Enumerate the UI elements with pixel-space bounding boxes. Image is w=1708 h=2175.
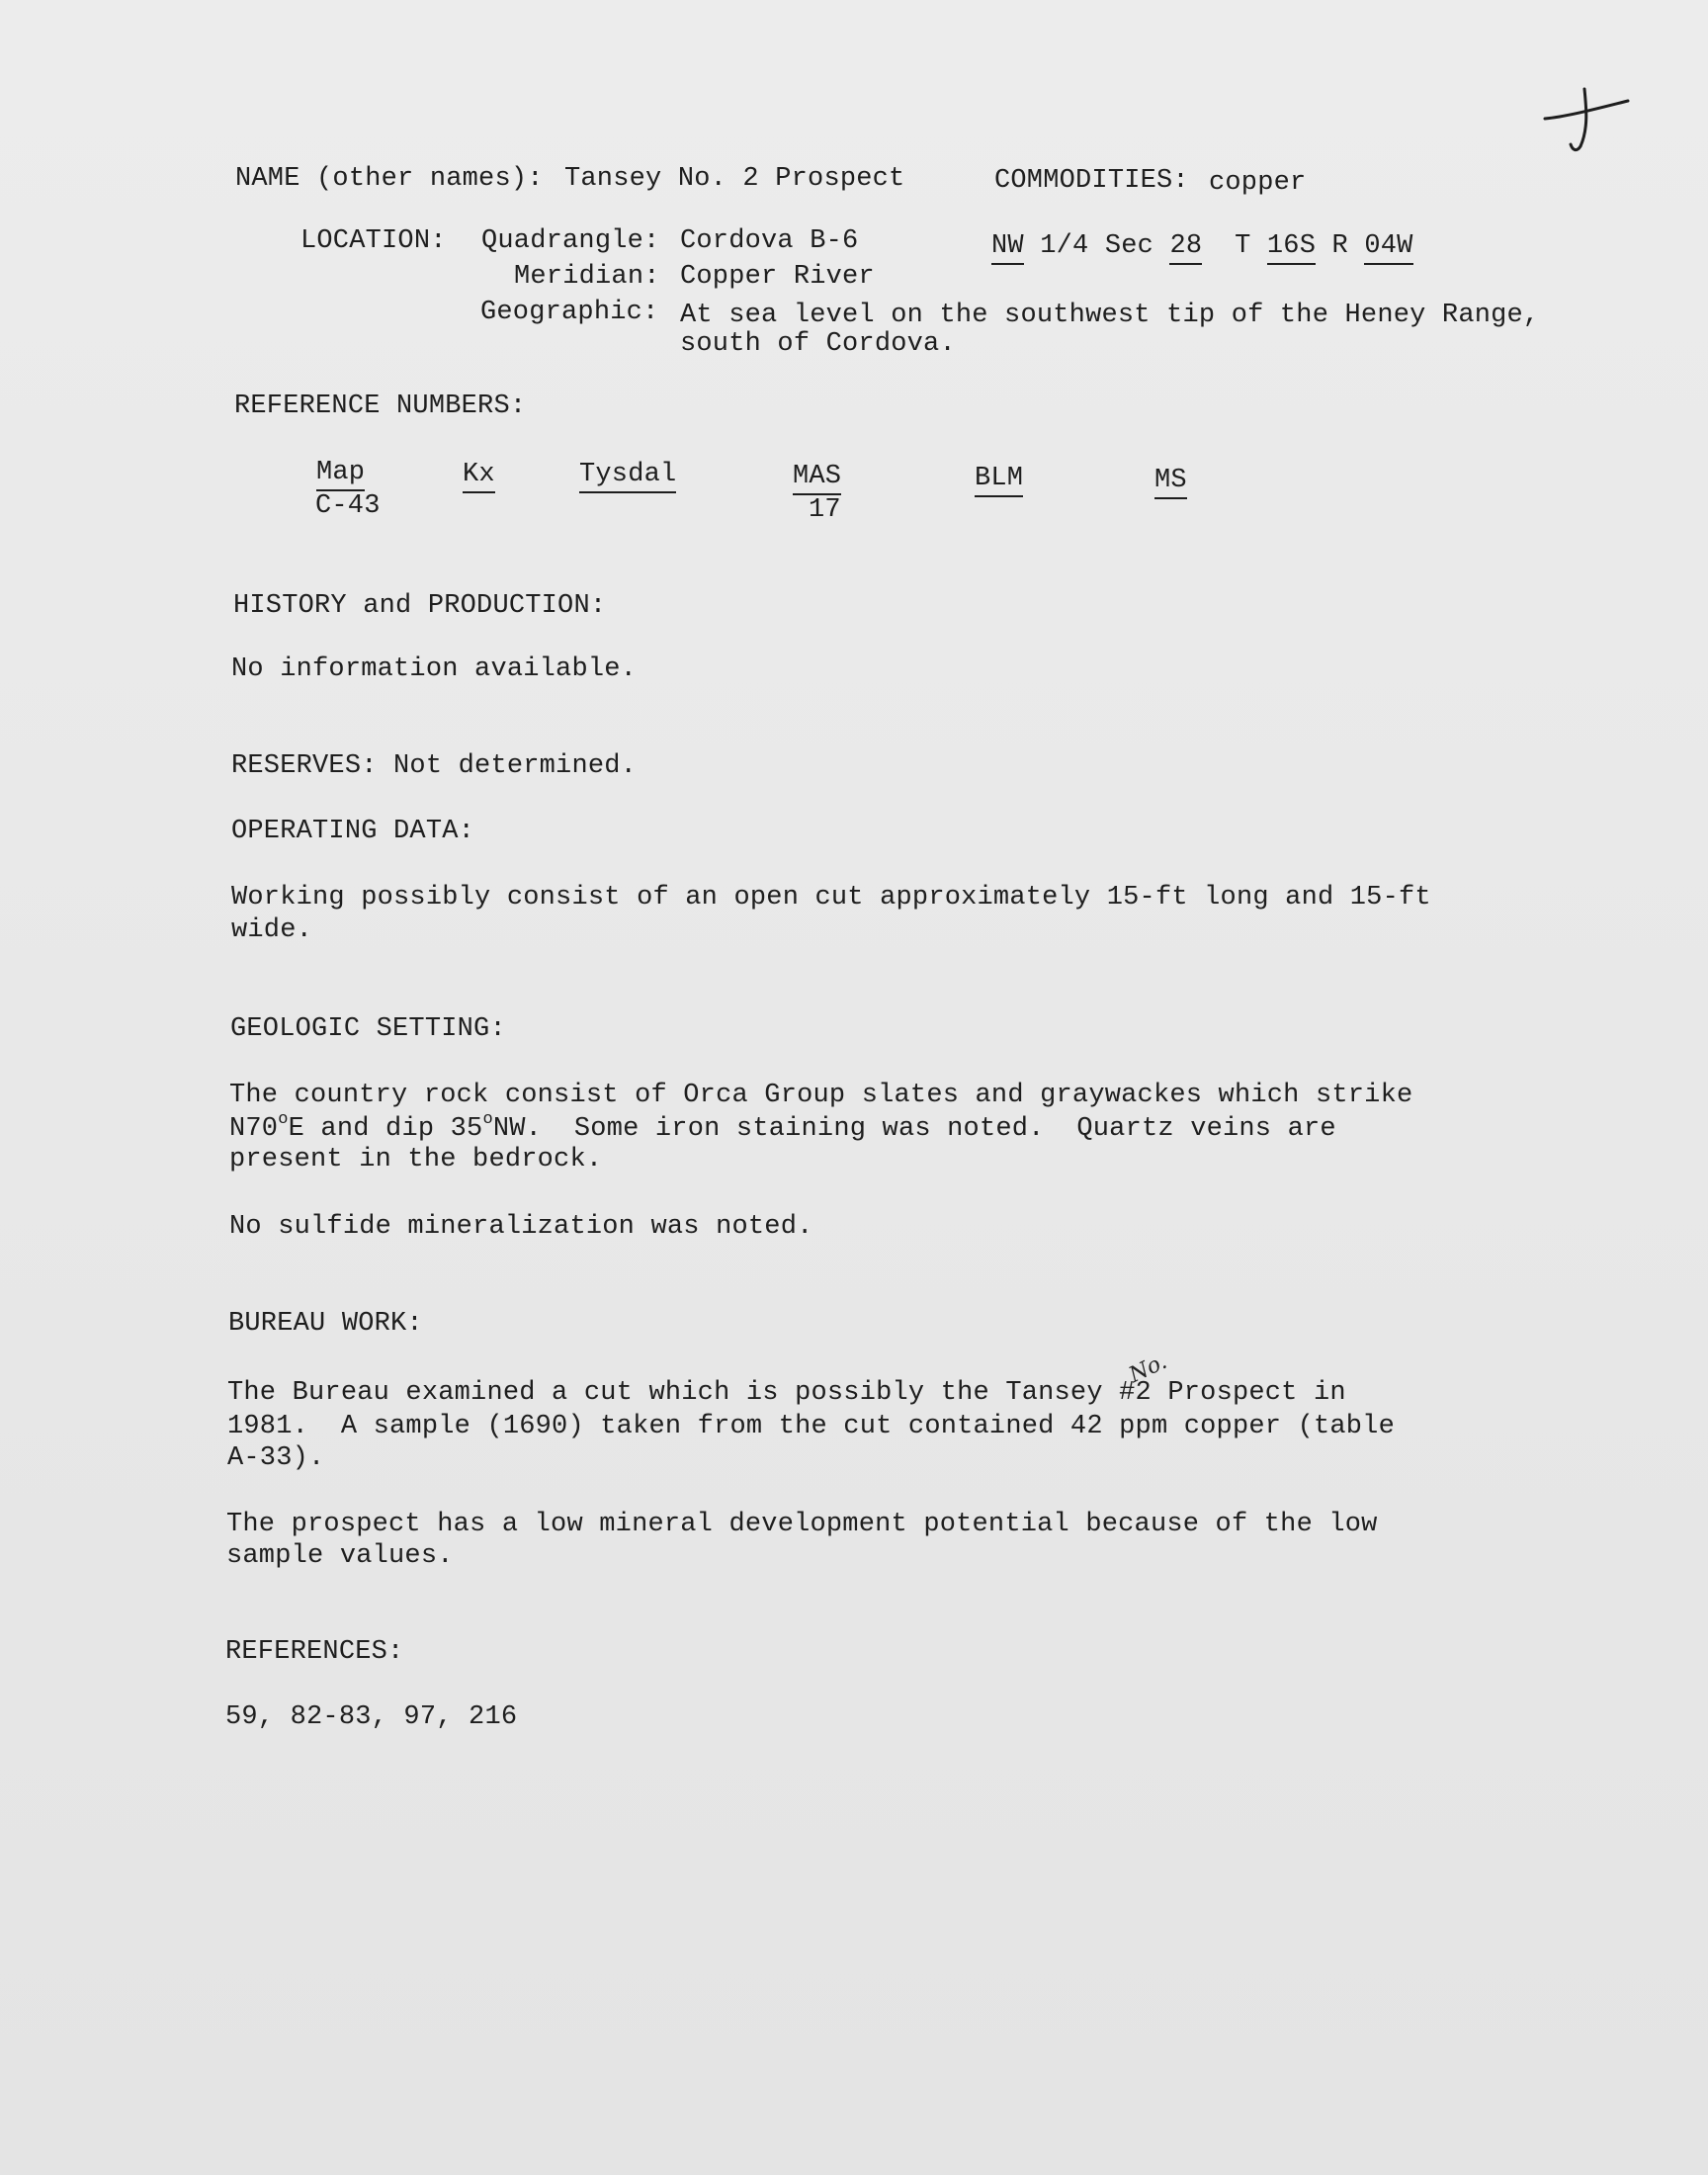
- bureau-line-2: 1981. A sample (1690) taken from the cut contained 42 ppm copper (table: [227, 1412, 1395, 1441]
- range-label: R: [1331, 231, 1348, 261]
- ref-ms-label: [1154, 466, 1187, 499]
- ms-label: MS: [1154, 466, 1187, 499]
- bureau-line-1-b: #2 Prospect in: [1119, 1378, 1346, 1408]
- operating-heading: OPERATING DATA:: [231, 817, 475, 846]
- geologic-line-2-a: N70: [229, 1114, 279, 1144]
- section-value: 28: [1169, 231, 1202, 265]
- geologic-line-2-b: E and dip 35: [288, 1114, 483, 1144]
- ref-mas-label: [793, 462, 841, 495]
- ref-tysdal-label: [579, 460, 676, 493]
- geologic-line-2-c: NW. Some iron staining was noted. Quartz veins are: [492, 1114, 1336, 1144]
- commodities-label: COMMODITIES:: [994, 166, 1189, 196]
- reserves-text: RESERVES: Not determined.: [231, 751, 638, 781]
- ref-mas-value: 17: [809, 495, 841, 525]
- handwritten-no-insert: No.: [1125, 1348, 1171, 1389]
- meridian-label: Meridian:: [514, 262, 660, 292]
- tysdal-label: Tysdal: [579, 460, 676, 493]
- degree-mark-1: o: [278, 1110, 289, 1129]
- references-text: 59, 82-83, 97, 216: [225, 1702, 518, 1732]
- geologic-line-1: The country rock consist of Orca Group slates and graywackes which strike: [229, 1081, 1413, 1110]
- township-value: 16S: [1267, 231, 1316, 265]
- quarter-value: NW: [991, 231, 1024, 265]
- bureau-line-4: The prospect has a low mineral development potential because of the low: [226, 1510, 1378, 1539]
- township-label: T: [1235, 231, 1251, 261]
- range-value: 04W: [1364, 231, 1412, 265]
- operating-line-2: wide.: [231, 915, 313, 945]
- bureau-line-1: [227, 1378, 1346, 1408]
- references-heading: REFERENCES:: [225, 1637, 404, 1667]
- quarter-suffix: 1/4 Sec: [1040, 231, 1154, 261]
- geographic-label: Geographic:: [480, 298, 659, 327]
- geologic-line-4: No sulfide mineralization was noted.: [229, 1212, 813, 1242]
- bureau-heading: BUREAU WORK:: [228, 1309, 423, 1339]
- meridian-value: Copper River: [680, 262, 875, 292]
- history-heading: HISTORY and PRODUCTION:: [233, 591, 607, 621]
- bureau-line-1-a: The Bureau examined a cut which is possibly the Tansey: [227, 1378, 1120, 1408]
- history-text: No information available.: [231, 654, 638, 684]
- name-value: Tansey No. 2 Prospect: [564, 164, 905, 194]
- commodities-value: copper: [1209, 168, 1307, 198]
- geologic-heading: GEOLOGIC SETTING:: [230, 1014, 506, 1044]
- quadrangle-value: Cordova B-6: [680, 226, 859, 256]
- geologic-line-3: present in the bedrock.: [229, 1145, 603, 1174]
- geographic-line-1: At sea level on the southwest tip of the Heney Range,: [680, 301, 1540, 330]
- degree-mark-2: o: [482, 1110, 493, 1129]
- reference-numbers-heading: REFERENCE NUMBERS:: [234, 392, 527, 421]
- bureau-line-3: A-33).: [227, 1443, 325, 1473]
- ref-blm-label: [975, 464, 1023, 497]
- ref-kx-label: [463, 460, 495, 493]
- quadrangle-label: Quadrangle:: [481, 226, 660, 256]
- geographic-line-2: south of Cordova.: [680, 329, 956, 359]
- operating-line-1: Working possibly consist of an open cut approximately 15-ft long and 15-ft: [231, 883, 1431, 913]
- mas-label: MAS: [793, 462, 841, 495]
- location-quarter-line: [991, 231, 1413, 265]
- handwritten-check-mark: [1537, 79, 1636, 158]
- location-label: LOCATION:: [300, 226, 447, 256]
- blm-label: BLM: [975, 464, 1023, 497]
- ref-map-label: [316, 458, 365, 491]
- bureau-line-5: sample values.: [226, 1541, 454, 1571]
- kx-label: Kx: [463, 460, 495, 493]
- map-label: Map: [316, 458, 365, 491]
- ref-map-value: C-43: [315, 491, 381, 521]
- geologic-line-2: [229, 1110, 1336, 1147]
- name-label: NAME (other names):: [235, 164, 544, 194]
